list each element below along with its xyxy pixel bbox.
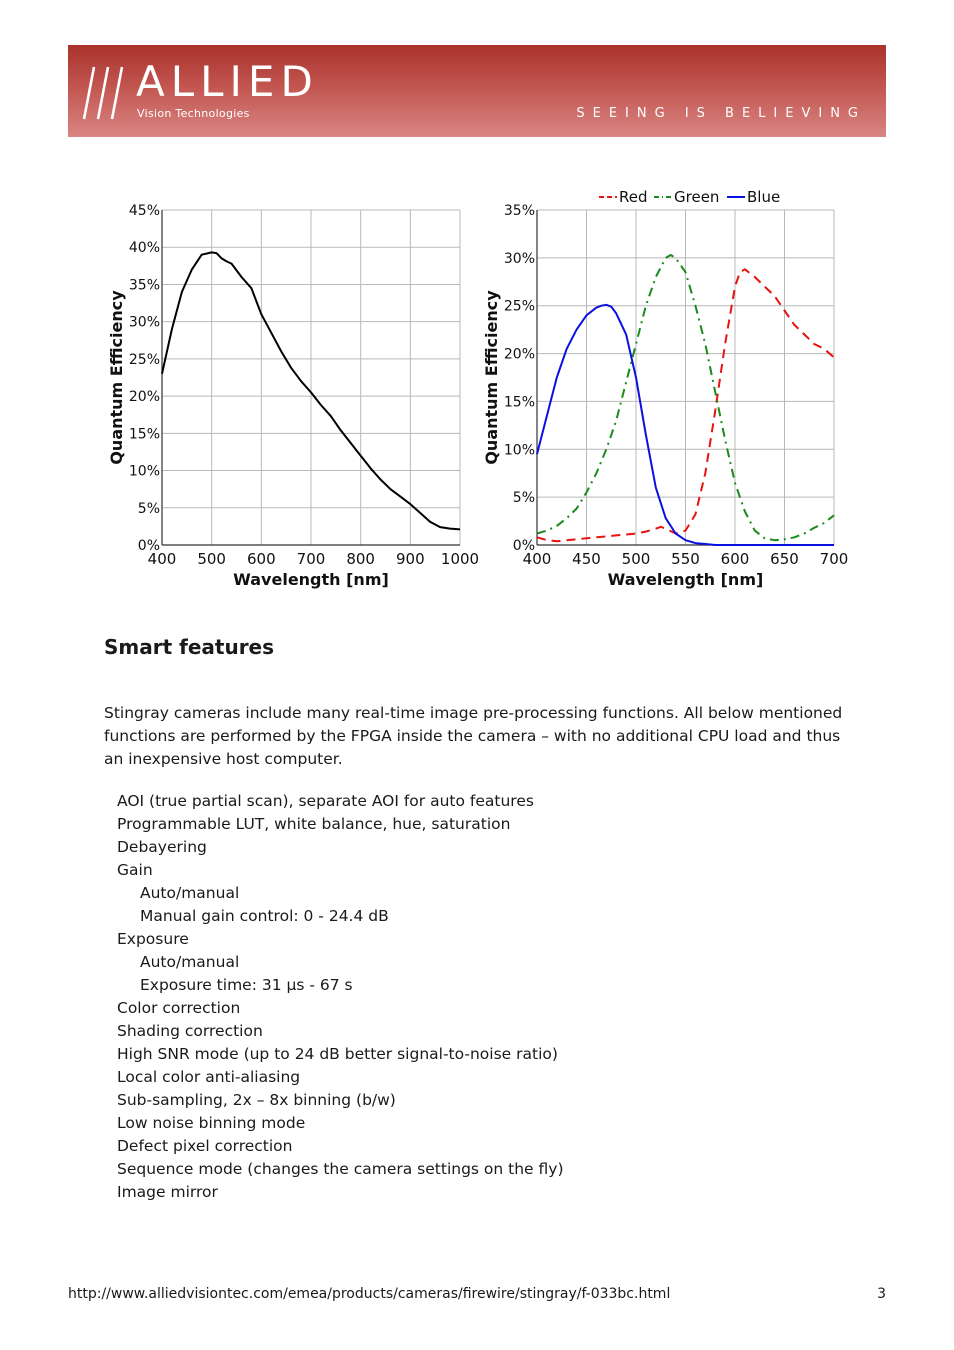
y-tick-label: 30% bbox=[128, 314, 160, 331]
x-tick-label: 800 bbox=[346, 550, 375, 568]
y-tick-label: 15% bbox=[128, 426, 160, 443]
x-tick-label: 1000 bbox=[440, 550, 480, 568]
list-item: Sequence mode (changes the camera settings on the fly) bbox=[117, 1160, 564, 1178]
y-tick-label: 0% bbox=[137, 538, 160, 554]
chart-quantum-efficiency-mono bbox=[100, 185, 485, 595]
tagline: SEEING IS BELIEVING bbox=[576, 106, 866, 121]
x-tick-label: 450 bbox=[572, 550, 601, 568]
y-tick-label: 35% bbox=[128, 277, 160, 294]
x-axis-label: Wavelength [nm] bbox=[233, 570, 389, 589]
list-item: Gain bbox=[117, 861, 153, 879]
legend-label-blue: Blue bbox=[747, 188, 781, 206]
list-item: AOI (true partial scan), separate AOI for auto features bbox=[117, 792, 534, 810]
logo-subtitle: Vision Technologies bbox=[137, 107, 250, 120]
intro-paragraph: Stingray cameras include many real-time image pre-processing functions. All below mentioned functions are performed by the FPGA inside the camera – with no additional CPU load and thus an inexpensive host computer. bbox=[104, 704, 843, 768]
y-tick-label: 5% bbox=[137, 500, 160, 517]
feature-list bbox=[117, 790, 564, 1204]
list-item: High SNR mode (up to 24 dB better signal-to-noise ratio) bbox=[117, 1045, 558, 1063]
y-tick-label: 0% bbox=[512, 538, 535, 554]
x-tick-label: 700 bbox=[296, 550, 326, 568]
y-tick-label: 5% bbox=[512, 490, 535, 507]
y-tick-label: 40% bbox=[128, 240, 160, 257]
logo-wordmark: ALLIED bbox=[136, 57, 319, 106]
list-item: Local color anti-aliasing bbox=[117, 1068, 301, 1086]
x-tick-label: 500 bbox=[621, 550, 651, 568]
y-axis-label: Quantum Efficiency bbox=[107, 290, 126, 465]
list-item: Programmable LUT, white balance, hue, saturation bbox=[117, 815, 511, 833]
list-item: Color correction bbox=[117, 999, 241, 1017]
y-tick-label: 20% bbox=[503, 346, 535, 363]
y-axis-label: Quantum Efficiency bbox=[482, 290, 501, 465]
list-item: Defect pixel correction bbox=[117, 1137, 293, 1155]
y-tick-label: 10% bbox=[503, 442, 535, 459]
y-tick-label: 20% bbox=[128, 389, 160, 406]
section-title: Smart features bbox=[104, 635, 275, 659]
x-tick-label: 900 bbox=[396, 550, 425, 568]
x-tick-label: 400 bbox=[147, 550, 177, 568]
chart-quantum-efficiency-color bbox=[472, 185, 862, 595]
logo-slashes-icon bbox=[80, 65, 140, 121]
list-item: Low noise binning mode bbox=[117, 1114, 306, 1132]
legend-label-green: Green bbox=[674, 188, 720, 206]
list-item: Sub-sampling, 2x – 8x binning (b/w) bbox=[117, 1091, 396, 1109]
x-tick-label: 550 bbox=[671, 550, 700, 568]
list-item: Auto/manual bbox=[140, 953, 240, 971]
y-tick-label: 25% bbox=[128, 351, 160, 368]
y-tick-label: 35% bbox=[503, 203, 535, 219]
y-tick-label: 10% bbox=[128, 463, 160, 480]
x-tick-label: 650 bbox=[770, 550, 799, 568]
x-tick-label: 600 bbox=[247, 550, 276, 568]
list-item: Exposure time: 31 µs - 67 s bbox=[140, 976, 353, 994]
x-tick-label: 600 bbox=[720, 550, 750, 568]
y-tick-label: 15% bbox=[503, 394, 535, 411]
footer-url[interactable]: http://www.alliedvisiontec.com/emea/products/cameras/firewire/stingray/f-033bc.html bbox=[68, 1286, 671, 1302]
y-tick-label: 25% bbox=[503, 298, 535, 315]
list-item: Shading correction bbox=[117, 1022, 263, 1040]
list-item: Manual gain control: 0 - 24.4 dB bbox=[140, 907, 389, 925]
list-item: Image mirror bbox=[117, 1183, 218, 1201]
page-number: 3 bbox=[877, 1286, 886, 1302]
y-tick-label: 30% bbox=[503, 250, 535, 267]
x-tick-label: 500 bbox=[197, 550, 226, 568]
list-item: Debayering bbox=[117, 838, 207, 856]
x-tick-label: 700 bbox=[819, 550, 849, 568]
y-tick-label: 45% bbox=[128, 203, 160, 219]
list-item: Exposure bbox=[117, 930, 189, 948]
legend-label-red: Red bbox=[619, 188, 648, 206]
x-tick-label: 400 bbox=[522, 550, 552, 568]
x-axis-label: Wavelength [nm] bbox=[607, 570, 764, 589]
list-item: Auto/manual bbox=[140, 884, 240, 902]
header-banner bbox=[68, 45, 886, 137]
